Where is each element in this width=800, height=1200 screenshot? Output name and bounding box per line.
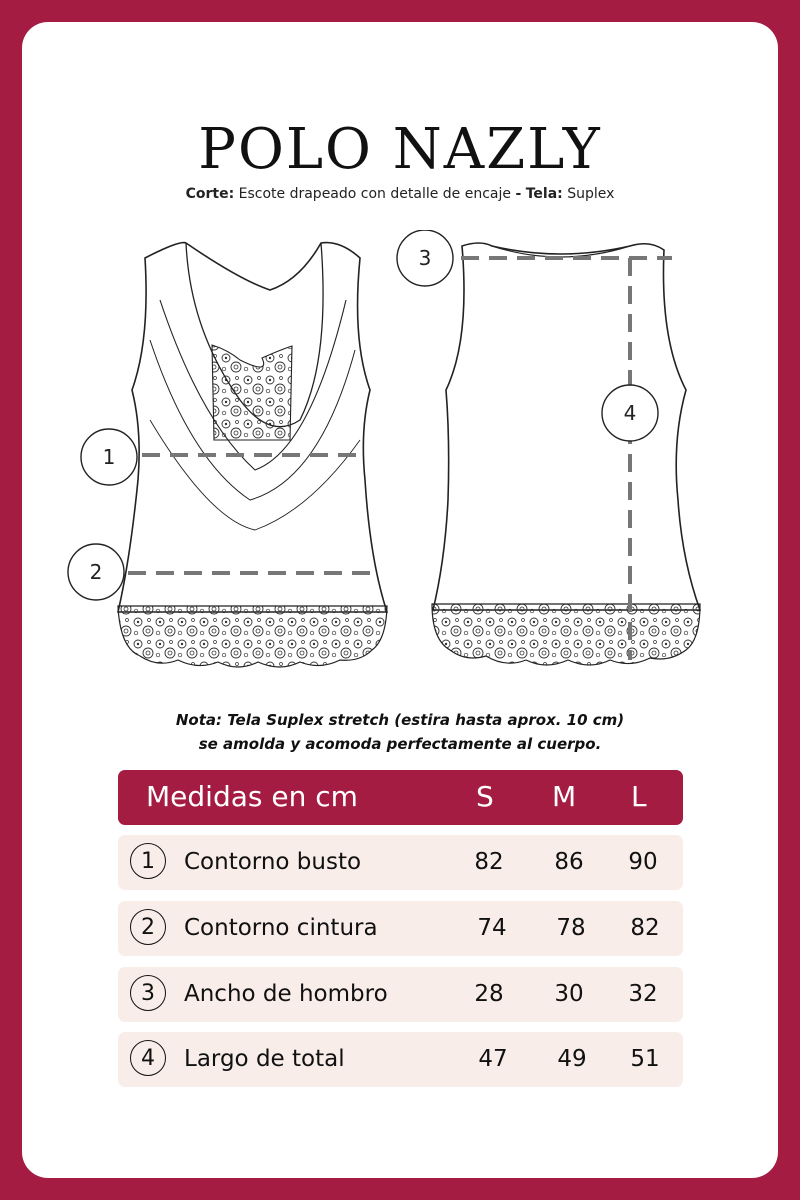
back-view <box>432 243 700 665</box>
size-m-header: M <box>552 780 577 813</box>
table-row-waist <box>118 901 683 956</box>
row-number-badge: 1 <box>130 843 166 879</box>
value-m: 78 <box>556 915 586 941</box>
size-table-header <box>118 770 683 825</box>
value-s: 74 <box>477 915 507 941</box>
value-m: 49 <box>557 1046 587 1072</box>
fabric-note <box>0 708 800 756</box>
cut-value: Escote drapeado con detalle de encaje <box>238 186 511 202</box>
row-label: Contorno cintura <box>184 915 378 941</box>
table-row-length <box>118 1032 683 1087</box>
row-label: Ancho de hombro <box>184 981 388 1007</box>
size-l-header: L <box>631 780 647 813</box>
back-hem-lace <box>432 604 700 665</box>
row-number-badge: 3 <box>130 975 166 1011</box>
back-body <box>433 243 700 610</box>
table-header-label: Medidas en cm <box>146 780 358 813</box>
row-number-badge: 4 <box>130 1040 166 1076</box>
note-line-2: se amolda y acomoda perfectamente al cuerpo. <box>198 735 602 753</box>
row-label: Contorno busto <box>184 849 362 875</box>
fabric-value: Suplex <box>567 186 615 202</box>
note-line-1: Nota: Tela Suplex stretch (estira hasta aprox. 10 cm) <box>175 711 625 729</box>
fabric-label: Tela: <box>525 186 563 202</box>
table-row-bust <box>118 835 683 890</box>
value-s: 47 <box>478 1046 508 1072</box>
marker-1-label: 1 <box>102 445 116 469</box>
value-l: 90 <box>628 849 658 875</box>
front-hem-lace <box>118 606 387 667</box>
marker-3-label: 3 <box>418 246 432 270</box>
marker-2-label: 2 <box>89 560 103 584</box>
subtitle-separator: - <box>515 186 522 202</box>
cut-label: Corte: <box>185 186 235 202</box>
row-label: Largo de total <box>184 1046 345 1072</box>
value-l: 82 <box>630 915 660 941</box>
table-row-shoulder <box>118 967 683 1022</box>
value-m: 30 <box>554 981 584 1007</box>
subtitle <box>0 186 800 202</box>
row-number-badge: 2 <box>130 909 166 945</box>
value-s: 28 <box>474 981 504 1007</box>
value-m: 86 <box>554 849 584 875</box>
value-l: 51 <box>630 1046 660 1072</box>
page-title: POLO NAZLY <box>198 117 602 182</box>
value-s: 82 <box>474 849 504 875</box>
value-l: 32 <box>628 981 658 1007</box>
marker-4-label: 4 <box>623 401 637 425</box>
size-s-header: S <box>476 780 494 813</box>
garment-illustration <box>0 230 800 690</box>
